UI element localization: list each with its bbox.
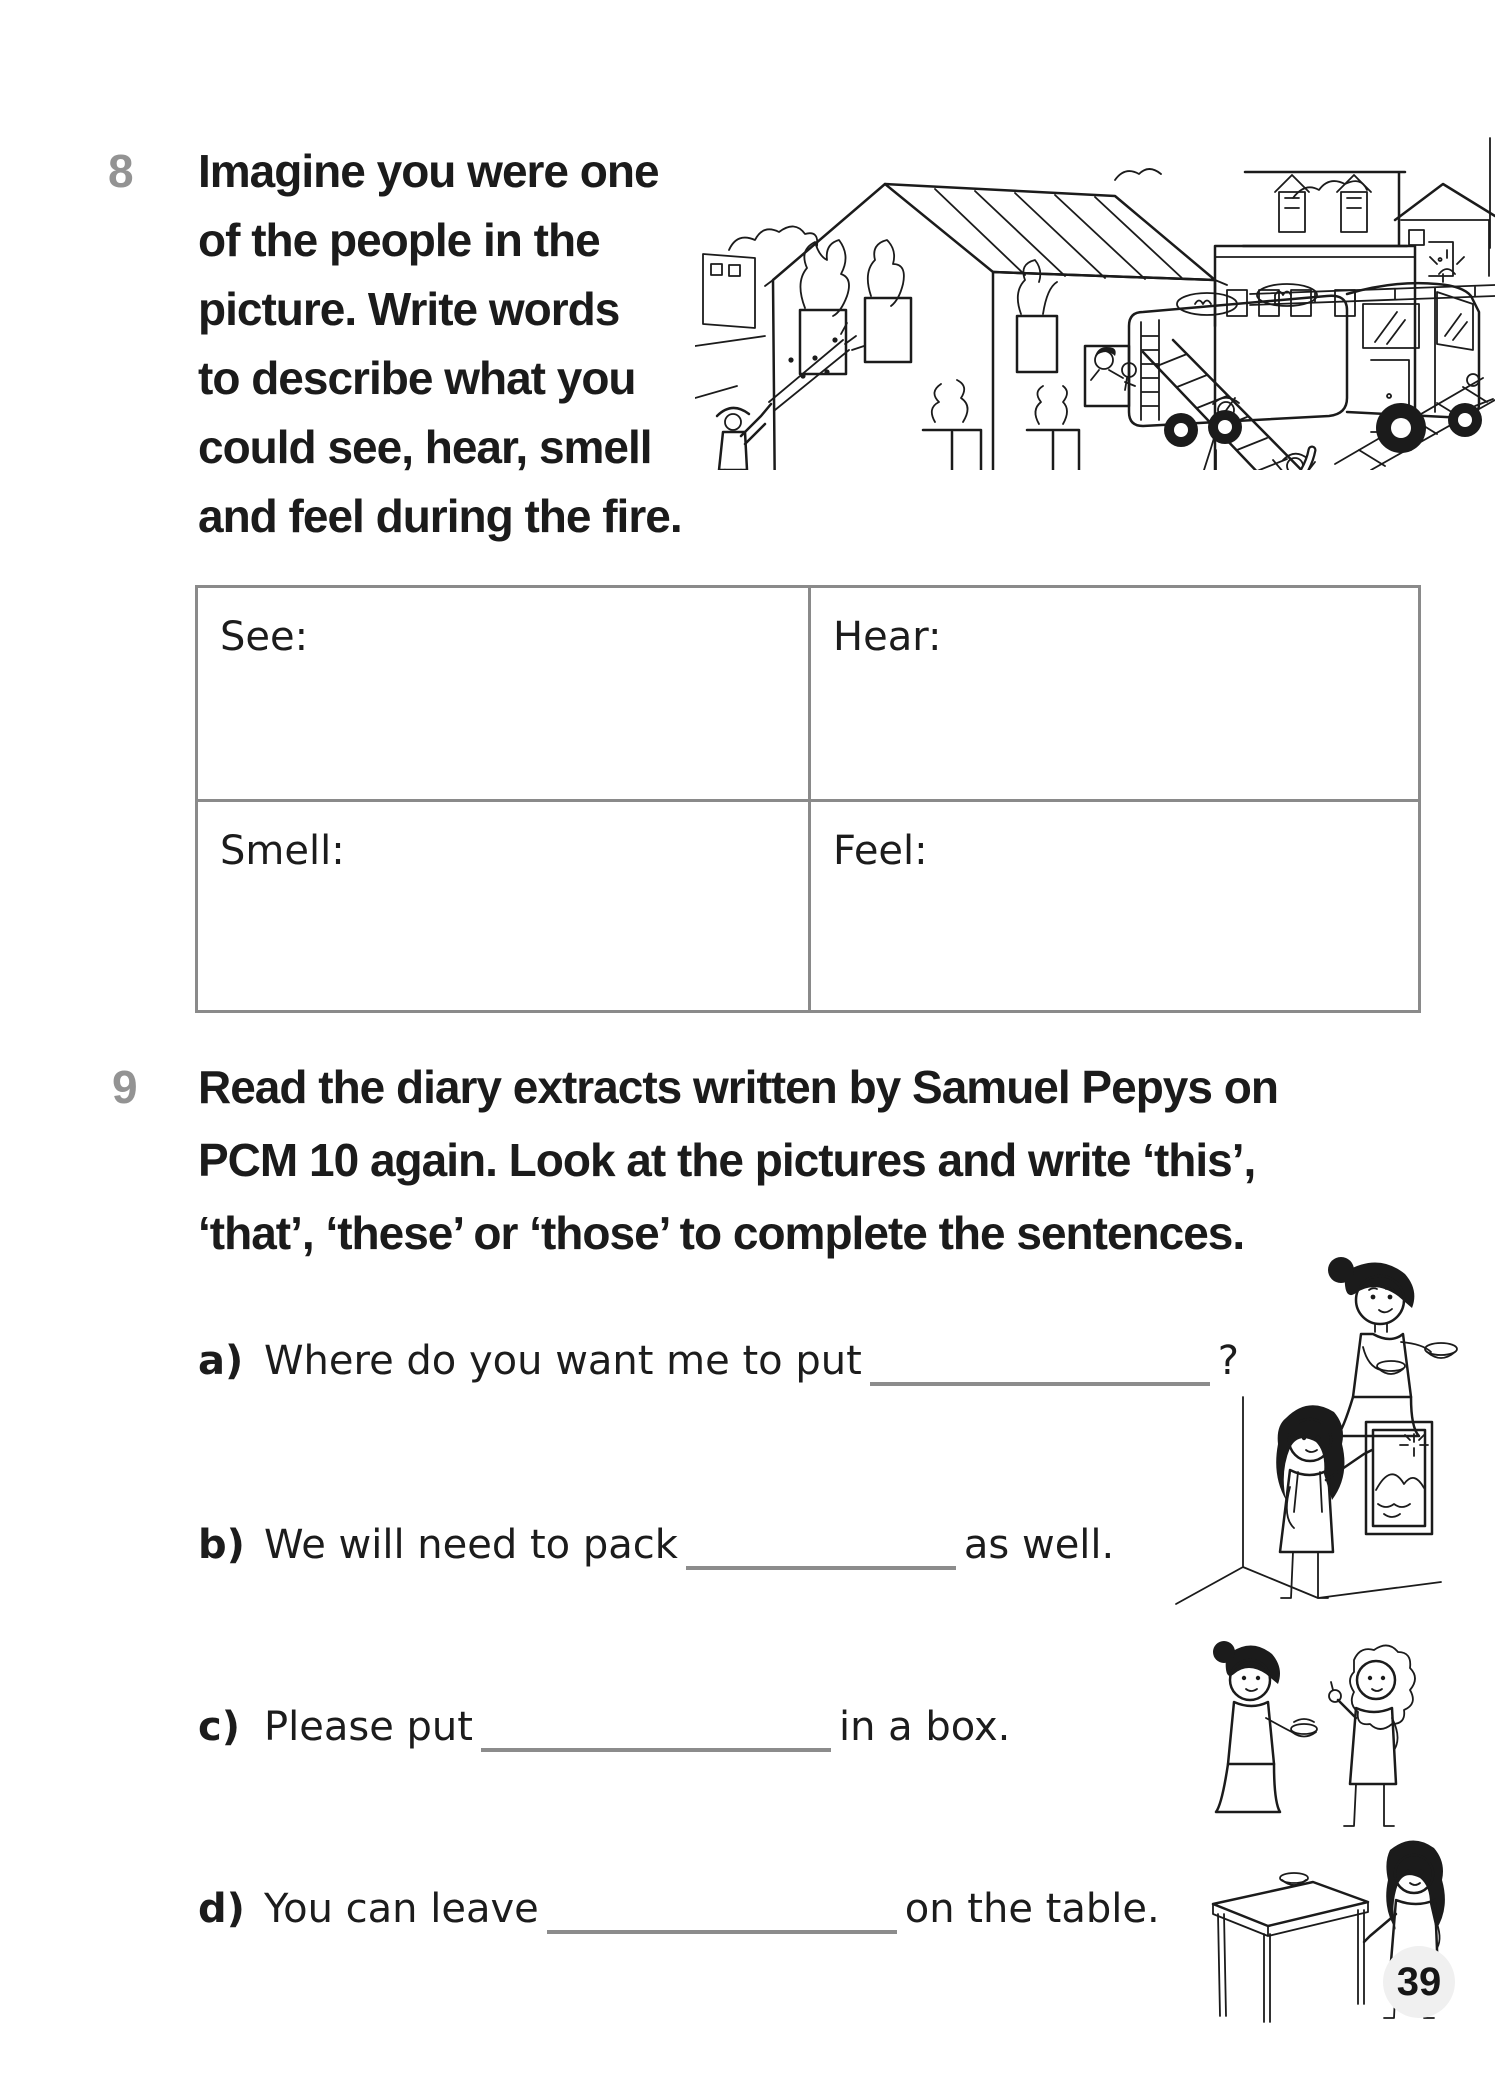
background-house <box>1395 184 1495 276</box>
item-a <box>198 1338 1239 1386</box>
woman-pointing-at-painting-illustration <box>1148 1392 1443 1637</box>
item-c-label: c) <box>198 1704 240 1750</box>
item-c-answer-blank <box>481 1706 831 1752</box>
item-b-text-after: as well. <box>963 1522 1115 1568</box>
item-d <box>198 1886 1160 1934</box>
item-d-answer-blank <box>547 1888 897 1934</box>
question-8-line: of the people in the <box>198 214 600 266</box>
fire-hose <box>739 450 1312 470</box>
page-number-badge <box>1383 1946 1455 2018</box>
table-cell-see <box>198 588 808 799</box>
question-9-number: 9 <box>112 1061 137 1113</box>
item-a-text-before: Where do you want me to put <box>264 1338 862 1384</box>
table-cell-feel <box>808 799 1418 1010</box>
cell-label-hear: Hear: <box>833 614 942 660</box>
question-8-text <box>198 137 682 551</box>
item-b-text-before: We will need to pack <box>264 1522 678 1568</box>
senses-table <box>195 585 1421 1013</box>
question-9-line: PCM 10 again. Look at the pictures and write ‘this’, <box>198 1134 1256 1186</box>
cell-label-see: See: <box>220 614 309 660</box>
item-c-text-after: in a box. <box>838 1704 1011 1750</box>
item-a-answer-blank <box>870 1340 1210 1386</box>
item-b-answer-blank <box>686 1524 956 1570</box>
item-d-text-before: You can leave <box>264 1886 539 1932</box>
burning-house <box>765 184 1227 470</box>
table-cell-smell <box>198 799 808 1010</box>
question-8-line: to describe what you <box>198 352 636 404</box>
question-9-text <box>198 1051 1278 1270</box>
question-8-line: and feel during the fire. <box>198 490 682 542</box>
item-a-label: a) <box>198 1338 244 1384</box>
item-b-label: b) <box>198 1522 245 1568</box>
item-c <box>198 1704 1010 1752</box>
cell-label-smell: Smell: <box>220 828 345 874</box>
table-cell-hear <box>808 588 1418 799</box>
question-8-line: picture. Write words <box>198 283 620 335</box>
bushes <box>729 169 1367 250</box>
item-d-text-after: on the table. <box>904 1886 1160 1932</box>
item-a-text-after: ? <box>1217 1338 1239 1384</box>
question-9-line: ‘that’, ‘these’ or ‘those’ to complete the sentences. <box>198 1207 1245 1259</box>
question-8-line: Imagine you were one <box>198 145 659 197</box>
page-number: 39 <box>1396 1959 1442 2004</box>
left-background-wall <box>703 254 755 328</box>
rescue-ladder <box>1143 340 1335 470</box>
cell-label-feel: Feel: <box>833 828 928 874</box>
two-women-with-bowls-illustration <box>1188 1634 1438 1839</box>
question-8-number: 8 <box>108 145 133 197</box>
item-b <box>198 1522 1114 1570</box>
question-8-line: could see, hear, smell <box>198 421 652 473</box>
spraying-firefighter <box>714 323 864 470</box>
question-9-line: Read the diary extracts written by Samuel Pepys on <box>198 1061 1278 1113</box>
item-d-label: d) <box>198 1886 245 1932</box>
item-c-text-before: Please put <box>264 1704 473 1750</box>
fire-rescue-scene-illustration <box>695 98 1495 470</box>
